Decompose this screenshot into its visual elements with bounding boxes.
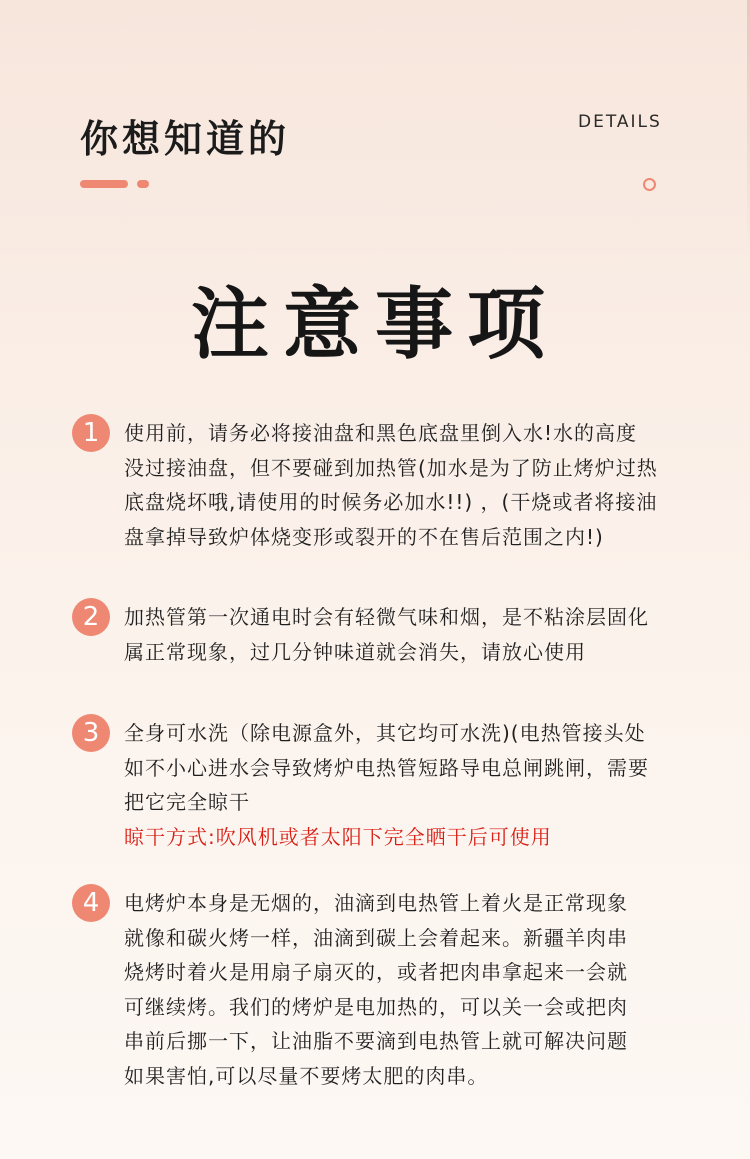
- item-number-badge: 4: [72, 884, 110, 922]
- item-line: 底盘烧坏哦,请使用的时候务必加水!!) ，(干烧或者将接油: [124, 490, 658, 514]
- main-title: 注意事项: [190, 280, 559, 370]
- item-text: [124, 416, 702, 554]
- accent-bar-short: [137, 180, 149, 188]
- item-number-badge: 2: [72, 598, 110, 636]
- accent-bar-long: [80, 180, 128, 188]
- item-line: 可继续烤。我们的烤炉是电加热的，可以关一会或把肉: [124, 994, 628, 1019]
- item-highlight-line: 晾干方式:吹风机或者太阳下完全晒干后可使用: [124, 824, 552, 849]
- item-line: 盘拿掉导致炉体烧变形或裂开的不在售后范围之内!): [124, 524, 604, 549]
- item-line: 把它完全晾干: [124, 790, 250, 814]
- item-line: 使用前，请务必将接油盘和黑色底盘里倒入水!水的高度: [124, 421, 638, 445]
- item-line: 就像和碳火烤一样，油滴到碳上会着起来。新疆羊肉串: [124, 925, 628, 950]
- item-line: 如果害怕,可以尽量不要烤太肥的肉串。: [124, 1063, 489, 1088]
- item-line: 加热管第一次通电时会有轻微气味和烟，是不粘涂层固化: [124, 605, 649, 629]
- item-line: 烧烤时着火是用扇子扇灭的，或者把肉串拿起来一会就: [124, 960, 628, 984]
- item-line: 串前后挪一下，让油脂不要滴到电热管上就可解决问题: [124, 1029, 628, 1053]
- item-number-badge: 1: [72, 414, 110, 452]
- accent-ring-icon: [643, 178, 656, 191]
- item-text: [124, 716, 702, 854]
- item-line: 如不小心进水会导致烤炉电热管短路导电总闸跳闸，需要: [124, 755, 649, 780]
- header-title: 你想知道的: [80, 117, 291, 161]
- item-text: [124, 886, 702, 1093]
- details-label: DETAILS: [578, 112, 662, 132]
- item-line: 属正常现象，过几分钟味道就会消失，请放心使用: [124, 639, 586, 664]
- item-line: 电烤炉本身是无烟的，油滴到电热管上着火是正常现象: [124, 891, 628, 915]
- item-line: 没过接油盘，但不要碰到加热管(加水是为了防止烤炉过热: [124, 455, 658, 480]
- item-line: 全身可水洗（除电源盒外，其它均可水洗)(电热管接头处: [124, 721, 646, 745]
- item-number-badge: 3: [72, 714, 110, 752]
- item-text: [124, 600, 702, 669]
